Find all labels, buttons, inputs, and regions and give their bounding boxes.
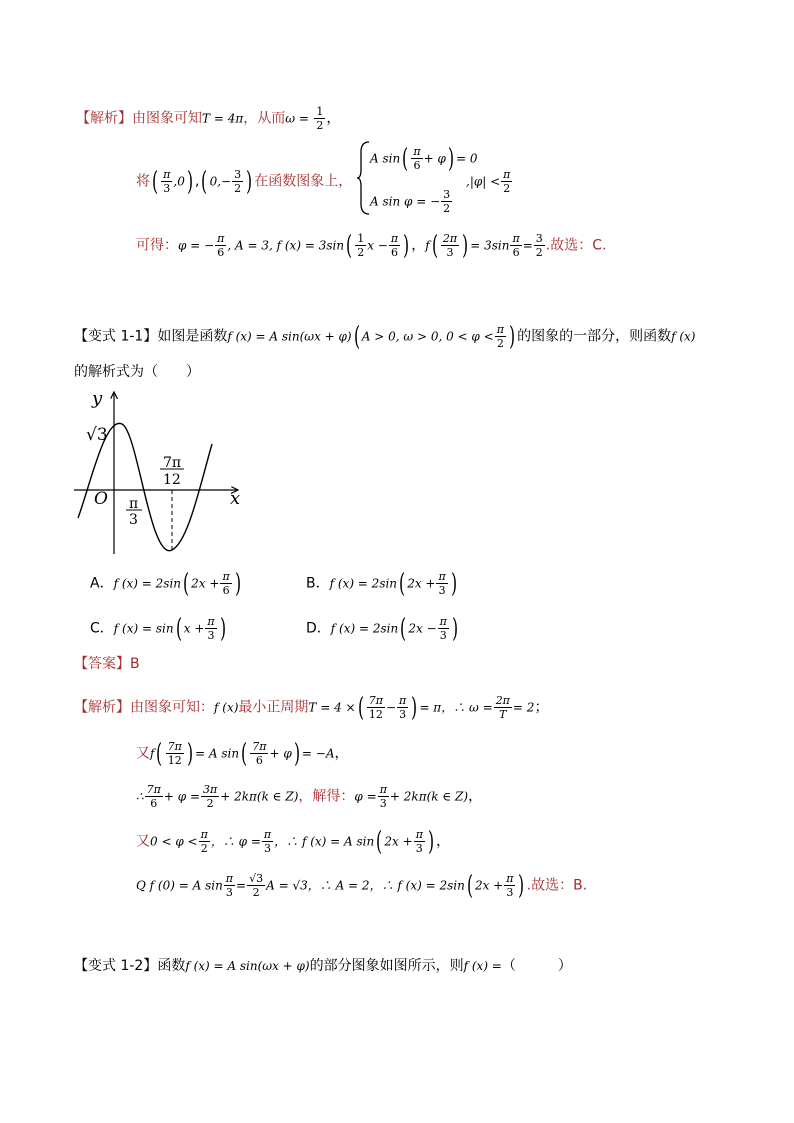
option-d-a: f (x) = 2sin <box>330 621 399 636</box>
option-b-label: B． <box>306 575 330 592</box>
sys1-a: A sin <box>370 151 401 166</box>
l2-end: ， <box>334 745 349 762</box>
analysis2-line4: 又0 < φ < $\frac{\pi}{2}$ ，∴ φ = $\frac{\pi}{3}$ ，∴ f (x) = A sin( 2x + $\frac{\pi}{3}$ ) ， <box>136 826 451 857</box>
l5-b: = <box>236 878 247 893</box>
option-b-b: 2x + <box>407 576 436 591</box>
answer-tag: 【答案】 <box>74 656 130 672</box>
l4-frac1: $\frac{\pi}{2}$ <box>200 828 208 855</box>
sys-cond-fraction: $\frac{\pi}{2}$ <box>503 168 511 195</box>
point1-tail: ,0 <box>173 174 185 189</box>
sys-cond: ,|φ| < <box>466 174 501 189</box>
res-frac1: $\frac{\pi}{6}$ <box>217 232 225 259</box>
sys2-fraction: $\frac{3}{2}$ <box>443 188 451 215</box>
l1-d: = 2 <box>512 700 535 715</box>
res-frac3: $\frac{\pi}{6}$ <box>390 232 399 259</box>
variant11-cond: A > 0, ω > 0, 0 < φ < <box>361 329 494 344</box>
system-eq2 <box>370 188 453 215</box>
analysis2-line1: 【解析】由图象可知：f (x)最小正周期T = 4 ×( $\frac{7\pi}{12}$ − $\frac{\pi}{3}$ ) = π，∴ ω = $\frac{2\pi}{T}$ = 2； <box>74 692 549 723</box>
sys1-b: + φ <box>423 151 446 166</box>
variant12-text1: 函数 <box>157 958 186 974</box>
option-d-label: D． <box>306 620 331 637</box>
tick2-den: 12 <box>163 472 181 488</box>
variant12-text2: 的部分图象如图所示，则 <box>309 958 464 974</box>
analysis1-result: 可得：φ = − $\frac{\pi}{6}$ , A = 3, f (x) = 3sin( $\frac{1}{2}$ x − $\frac{\pi}{6}$ ) ，f( $\frac{2\pi}{3}$ ) = 3sin $\frac{\pi}{6}$ = $\frac{3}{2}$ .故选：C. <box>136 230 607 261</box>
res-frac6: $\frac{3}{2}$ <box>535 232 543 259</box>
res-frac5: $\frac{\pi}{6}$ <box>512 232 520 259</box>
option-a-b: 2x + <box>191 576 220 591</box>
l1-frac1: $\frac{7\pi}{12}$ <box>368 694 383 721</box>
option-a-a: f (x) = 2sin <box>113 576 182 591</box>
tick1-num: π <box>129 496 139 512</box>
l2-b: = A sin <box>195 746 240 761</box>
option-c-b: x + <box>183 621 205 636</box>
option-a-fraction: $\frac{\pi}{6}$ <box>222 570 230 597</box>
l3-frac2: $\frac{3\pi}{2}$ <box>203 783 218 810</box>
l3-f: + 2kπ(k ∈ Z) <box>389 789 469 804</box>
l1-b: 最小正周期 <box>238 699 309 716</box>
l4-e: 2x + <box>384 834 413 849</box>
l2-c: + φ <box>269 746 292 761</box>
l5-d: ，∴ A = 2 <box>307 878 370 893</box>
l3-frac1: $\frac{7\pi}{6}$ <box>146 783 161 810</box>
l4-b: 0 < φ < <box>150 834 198 849</box>
sys1-fraction: $\frac{\pi}{6}$ <box>413 145 421 172</box>
comma: ， <box>326 110 341 127</box>
l1-a: 由图象可知： <box>130 699 214 716</box>
sys1-c: = 0 <box>456 151 478 166</box>
result-label: 可得： <box>136 237 178 254</box>
system-cond <box>466 168 513 195</box>
l5-c: A = √3 <box>266 878 308 893</box>
sine-graph <box>70 386 250 558</box>
put-text: 将 <box>136 173 150 190</box>
option-c-fraction: $\frac{\pi}{3}$ <box>207 615 215 642</box>
origin-label: O <box>94 489 108 509</box>
l5-frac1: $\frac{\pi}{3}$ <box>225 872 234 899</box>
res-b: , A = 3, f (x) = 3sin <box>227 238 345 253</box>
l1-minus: − <box>385 700 397 715</box>
l3-a: ∴ <box>136 789 144 804</box>
option-d-b: 2x − <box>408 621 437 636</box>
l5-frac3: $\frac{\pi}{3}$ <box>506 872 514 899</box>
answer-line <box>74 654 140 674</box>
l3-end: ， <box>468 788 483 805</box>
variant12-func2: f (x) = <box>463 959 502 973</box>
point2-head: 0,− <box>209 174 232 189</box>
tick1-den: 3 <box>129 512 138 528</box>
option-b[interactable]: B．f (x) = 2sin( 2x + $\frac{\pi}{3}$ ) <box>306 568 457 599</box>
analysis2-line5: Q f (0) = A sin $\frac{\pi}{3}$ = $\frac{√3}{2}$ A = √3，∴ A = 2，∴ f (x) = 2sin( 2x + $\frac{\pi}{3}$ ) .故选：B. <box>136 870 588 901</box>
res-choice: .故选：C. <box>545 237 607 254</box>
option-b-a: f (x) = 2sin <box>329 576 398 591</box>
analysis2-line2: 又f( $\frac{7\pi}{12}$ ) = A sin( $\frac{7\pi}{6}$ + φ) = −A， <box>136 738 349 769</box>
variant11-func: f (x) = A sin(ωx + φ) <box>227 329 352 344</box>
tick2-num: 7π <box>163 455 182 471</box>
l1-eq: = π <box>419 700 442 715</box>
res-c: x − <box>367 238 388 253</box>
l2-d: = −A <box>301 746 335 761</box>
sys2-a: A sin φ = − <box>370 194 441 209</box>
option-c[interactable]: C．f (x) = sin( x + $\frac{\pi}{3}$ ) <box>90 613 226 644</box>
l4-end: ， <box>436 833 451 850</box>
res-frac2: $\frac{1}{2}$ <box>357 232 365 259</box>
analysis-tag: 【解析】 <box>76 110 132 127</box>
l4-frac3: $\frac{\pi}{3}$ <box>415 828 423 855</box>
variant11-line2 <box>74 362 200 382</box>
l2-frac2: $\frac{7\pi}{6}$ <box>252 740 267 767</box>
analysis-intro: 由图象可知 <box>132 110 202 127</box>
on-graph-text: 在函数图象上， <box>254 173 353 190</box>
l1-f: f (x) <box>214 700 239 715</box>
l5-e: ，∴ f (x) = 2sin <box>369 878 465 893</box>
x-label: x <box>230 488 241 509</box>
answer-value: B <box>130 656 140 672</box>
variant12-text3: （ ） <box>501 958 572 974</box>
l3-b: + φ = <box>163 789 201 804</box>
l4-a: 又 <box>136 833 150 850</box>
l4-frac2: $\frac{\pi}{3}$ <box>263 828 272 855</box>
option-d-fraction: $\frac{\pi}{3}$ <box>439 615 447 642</box>
l5-f: 2x + <box>474 878 504 893</box>
analysis1-line1 <box>76 105 340 132</box>
l3-c: + 2kπ(k ∈ Z) <box>220 789 299 804</box>
sqrt3-label: √3 <box>86 425 108 445</box>
period-expr: T = 4π <box>202 111 244 126</box>
l1-frac2: $\frac{\pi}{3}$ <box>399 694 407 721</box>
option-b-fraction: $\frac{\pi}{3}$ <box>438 570 446 597</box>
variant11-cond-fraction: $\frac{\pi}{2}$ <box>496 323 504 350</box>
l2-frac1: $\frac{7\pi}{12}$ <box>167 740 182 767</box>
omega-fraction: $\frac{1}{2}$ <box>316 105 324 132</box>
option-d[interactable]: D．f (x) = 2sin( 2x − $\frac{\pi}{3}$ ) <box>306 613 459 644</box>
analysis1-line2: 将( $\frac{\pi}{3}$ ,0) ,( 0,− $\frac{3}{2}$ ) 在函数图象上， <box>136 166 353 197</box>
variant11-func2: f (x) <box>671 329 696 344</box>
y-label: y <box>92 388 103 409</box>
system-eq1: A sin( $\frac{\pi}{6}$ + φ) = 0 <box>370 143 478 174</box>
l3-frac3: $\frac{\pi}{3}$ <box>379 783 387 810</box>
l2-a: 又 <box>136 745 150 762</box>
option-c-label: C． <box>90 620 114 637</box>
variant12-tag: 【变式 1-2】 <box>74 958 158 974</box>
variant11-text3: 的解析式为（ ） <box>74 364 200 380</box>
l4-c: ，∴ φ = <box>210 834 261 849</box>
option-a-label: A． <box>90 575 114 592</box>
variant11-text1: 如图是函数 <box>157 328 228 345</box>
analysis2-line3 <box>136 783 482 810</box>
res-e: = 3sin <box>470 238 510 253</box>
res-sep: ， <box>411 237 426 254</box>
variant11-text2: 的图象的一部分，则函数 <box>517 328 672 345</box>
res-d: f <box>425 238 430 253</box>
res-f: = <box>522 238 533 253</box>
l1-T: T = 4 × <box>308 700 356 715</box>
l1-end: ； <box>534 699 549 716</box>
l4-d: ，∴ f (x) = A sin <box>274 834 375 849</box>
variant12-line <box>74 956 572 976</box>
res-a: φ = − <box>178 238 215 253</box>
l1-frac3: $\frac{2\pi}{T}$ <box>495 694 510 721</box>
point2-fraction: $\frac{3}{2}$ <box>234 168 242 195</box>
option-c-a: f (x) = sin <box>113 621 174 636</box>
analysis2-tag: 【解析】 <box>74 699 130 716</box>
omega-lhs: ω = <box>285 111 309 126</box>
l2-f: f <box>150 746 155 761</box>
l5-frac2: $\frac{√3}{2}$ <box>249 872 264 899</box>
variant11-line1: 【变式 1-1】如图是函数f (x) = A sin(ωx + φ)( A > 0, ω > 0, 0 < φ < $\frac{\pi}{2}$ ) 的图象的一部分，则函数f (x) <box>74 321 696 352</box>
variant11-tag: 【变式 1-1】 <box>74 328 158 345</box>
option-a[interactable]: A．f (x) = 2sin( 2x + $\frac{\pi}{6}$ ) <box>90 568 241 599</box>
l5-choice: .故选：B. <box>526 877 588 894</box>
l3-e: φ = <box>354 789 377 804</box>
point1-fraction: $\frac{\pi}{3}$ <box>163 168 171 195</box>
variant12-func: f (x) = A sin(ωx + φ) <box>185 959 310 973</box>
l5-a: Q f (0) = A sin <box>136 878 223 893</box>
res-frac4: $\frac{2\pi}{3}$ <box>442 232 458 259</box>
l1-c: ，∴ ω = <box>441 700 493 715</box>
conj-text: ，从而 <box>243 110 286 127</box>
l3-d: ，解得： <box>298 788 355 805</box>
